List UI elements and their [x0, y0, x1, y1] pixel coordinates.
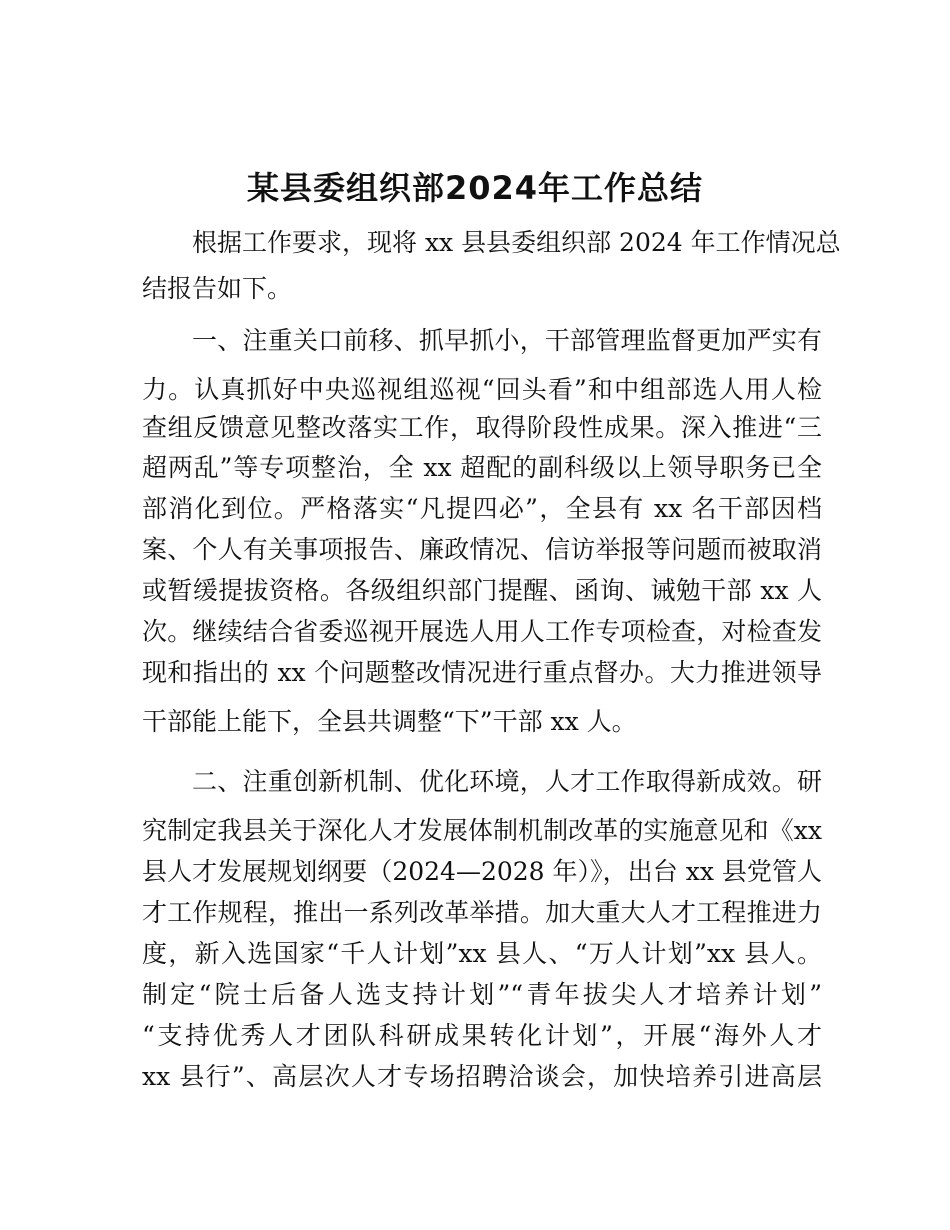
section1-line: 查组反馈意见整改落实工作，取得阶段性成果。深入推进“三 [142, 413, 822, 442]
section1-line: 现和指出的 xx 个问题整改情况进行重点督办。大力推进领导 [142, 658, 822, 687]
section2-line: 究制定我县关于深化人才发展体制机制改革的实施意见和《xx [142, 816, 822, 845]
section2-line: 制定“院士后备人选支持计划”“青年拔尖人才培养计划” [142, 980, 822, 1009]
section1-line: 超两乱”等专项整治，全 xx 超配的副科级以上领导职务已全 [142, 453, 822, 482]
intro-line: 根据工作要求，现将 xx 县县委组织部 2024 年工作情况总 [192, 228, 841, 257]
section1-line: 案、个人有关事项报告、廉政情况、信访举报等问题而被取消 [142, 535, 822, 564]
section1-line: 一、注重关口前移、抓早抓小，干部管理监督更加严实有 [192, 326, 822, 355]
section2-line: xx 县行”、高层次人才专场招聘洽谈会，加快培养引进高层 [142, 1062, 822, 1091]
intro-line: 结报告如下。 [142, 274, 293, 303]
section1-line: 力。认真抓好中央巡视组巡视“回头看”和中组部选人用人检 [142, 375, 822, 404]
section1-line: 或暂缓提拔资格。各级组织部门提醒、函询、诫勉干部 xx 人 [142, 576, 822, 605]
document-title: 某县委组织部2024年工作总结 [246, 169, 704, 207]
section2-line: 县人才发展规划纲要（2024—2028 年）》，出台 xx 县党管人 [142, 857, 822, 886]
section2-line: 度，新入选国家“千人计划”xx 县人、“万人计划”xx 县人。 [142, 939, 822, 968]
section2-line: “支持优秀人才团队科研成果转化计划”，开展“海外人才 [142, 1021, 822, 1050]
section1-line: 部消化到位。严格落实“凡提四必”，全县有 xx 名干部因档 [142, 494, 822, 523]
section2-line: 才工作规程，推出一系列改革举措。加大重大人才工程推进力 [142, 898, 822, 927]
section1-line: 干部能上能下，全县共调整“下”干部 xx 人。 [142, 707, 637, 736]
section1-line: 次。继续结合省委巡视开展选人用人工作专项检查，对检查发 [142, 617, 822, 646]
section2-line: 二、注重创新机制、优化环境，人才工作取得新成效。研 [192, 767, 822, 796]
